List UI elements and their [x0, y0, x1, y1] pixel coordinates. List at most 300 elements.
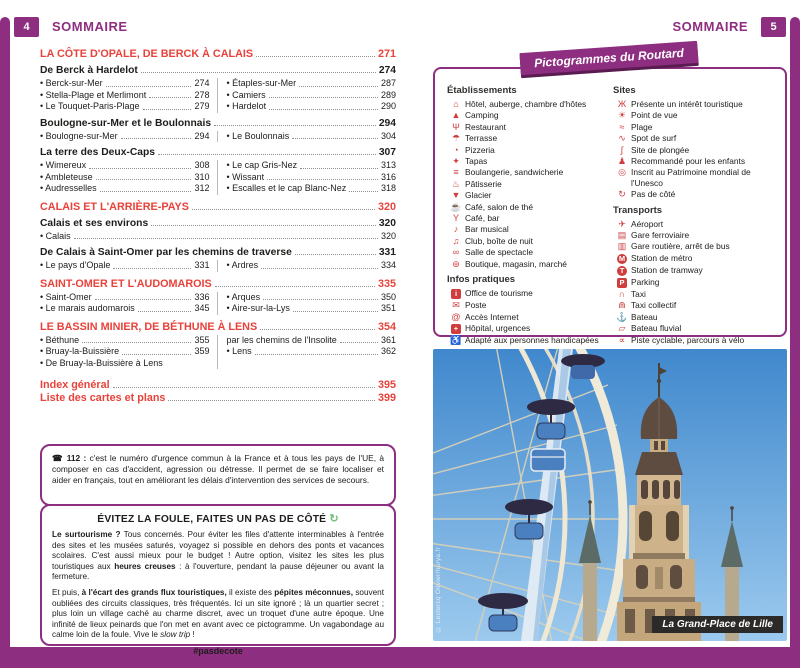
legend-item-label: Poste [465, 300, 487, 311]
taxi-icon: ∩ [618, 288, 626, 299]
legend-item-label: Restaurant [465, 121, 506, 132]
toc-column-right [217, 292, 397, 315]
toc-entry-page: 361 [380, 334, 396, 345]
handicap-icon: ♿ [450, 334, 462, 345]
dotted-leader [292, 138, 378, 139]
legend-item-label: Taxi collectif [631, 300, 677, 311]
toc-column-right [217, 335, 397, 370]
legend-item [447, 202, 613, 212]
legend-item-label: Accès Internet [465, 311, 519, 322]
legend-column [447, 85, 613, 346]
pas-de-cote-icon: ↻ [618, 189, 626, 200]
restaurant-icon: Ψ [452, 121, 460, 132]
legend-item-label: Spot de surf [631, 133, 677, 144]
toc-entry-label: De Berck à Hardelot [40, 65, 138, 76]
legend-item-label: Hôpital, urgences [465, 322, 531, 333]
toc-entry-label: • Ambleteuse [40, 171, 93, 182]
legend-item-label: Station de métro [631, 252, 693, 263]
toc-entry-label: • Le cap Gris-Nez [226, 160, 298, 170]
toc-entry-page: 336 [194, 291, 210, 302]
legend-banner: Pictogrammes du Routard [519, 41, 698, 75]
photo-credit: © Leclercq Olivier/hurya.fr [435, 547, 442, 633]
dotted-leader [295, 254, 376, 255]
toc-entry-label: De Calais à Saint-Omer par les chemins de traverse [40, 247, 292, 258]
tramway-icon [613, 265, 631, 276]
legend-item-label: Station de tramway [631, 264, 703, 275]
toc-entry [40, 247, 396, 258]
pas-de-cote-box [40, 504, 396, 657]
legend-item [613, 122, 779, 132]
bateau-fluvial-icon: ▱ [618, 323, 626, 334]
toc-entry [227, 172, 397, 184]
legend-item-label: Hôtel, auberge, chambre d'hôtes [465, 99, 587, 109]
toc-column-left [40, 131, 217, 143]
toc-two-columns [40, 335, 396, 370]
pas-de-cote-paragraph [52, 530, 384, 582]
toc-entry-label: • Wissant [226, 171, 265, 182]
toc-entry-page: 320 [377, 200, 396, 213]
legend-item [613, 156, 779, 166]
dotted-leader [263, 299, 378, 300]
club-icon: ♫ [452, 235, 460, 246]
legend-item-label: Pâtisserie [465, 178, 502, 189]
toc-entry-page: 345 [194, 303, 210, 313]
legend-item [447, 259, 613, 269]
toc-entry [227, 260, 397, 272]
dotted-leader [100, 191, 192, 192]
toc-entry [40, 346, 210, 358]
legend-item [447, 110, 613, 120]
toc-entry-page: 318 [380, 183, 396, 193]
enfants-icon: ♟ [617, 156, 627, 167]
dotted-leader [138, 311, 192, 312]
legend-column [613, 85, 779, 346]
aeroport-icon: ✈ [618, 218, 626, 229]
toc-entry-page: 351 [380, 303, 396, 313]
pas-de-cote-green-icon: ↻ [329, 513, 339, 525]
dotted-leader [95, 299, 192, 300]
toc-entry [40, 65, 396, 76]
toc-entry [40, 335, 210, 347]
legend-item-label: Café, salon de thé [465, 201, 533, 212]
poste-icon: ✉ [452, 300, 460, 311]
page-number-right: 5 [761, 17, 786, 37]
dotted-leader [293, 311, 378, 312]
toc-entry-label: • Béthune [40, 334, 80, 345]
text-run: Tous concernés. Pour éviter les files d'attente interminables à l'entrée des sites et les musées saturés, voyagez si possible en dehors des ponts et vacances scolaires. C'est aussi mieux pour le budget ! Autre option, visitez les sites les plus touristiques aux [52, 530, 384, 571]
legend-item-label: Point de vue [631, 110, 678, 121]
toc-entry-page: 287 [380, 78, 396, 88]
toc-entry [40, 292, 210, 304]
toc-entry [40, 303, 210, 315]
legend-item [447, 312, 613, 322]
dotted-leader [151, 225, 376, 226]
dotted-leader [141, 72, 376, 73]
toc-entry [40, 358, 210, 370]
legend-item [447, 288, 613, 299]
legend-item-label: Glacier [465, 190, 492, 201]
unesco-icon: ◎ [618, 167, 626, 178]
toc-entry [227, 78, 397, 90]
toc-entry [40, 183, 210, 195]
pictogram-legend-box [433, 67, 787, 345]
toc-entry-page: 308 [194, 160, 210, 170]
toc-entry-label: LE BASSIN MINIER, DE BÉTHUNE À LENS [40, 320, 258, 333]
legend-item [613, 99, 779, 109]
toc-entry [40, 218, 396, 229]
dotted-leader [158, 154, 376, 155]
salle-spectacle-icon: ∞ [452, 247, 460, 258]
patisserie-icon: ♨ [451, 178, 461, 189]
toc-entry [40, 201, 396, 213]
legend-item [613, 241, 779, 251]
toc-entry-page: 395 [377, 379, 396, 391]
site-de-plongee-icon: ∫ [620, 144, 624, 155]
toc-column-left [40, 260, 217, 272]
dotted-leader [269, 109, 378, 110]
legend-item [613, 145, 779, 155]
toc-two-columns [40, 260, 396, 272]
dotted-leader [122, 354, 191, 355]
text-run: souvent oubliées des circuits classiques, très fréquentés. Ici un site ignoré ; là un quartier secret ; plus loin un village caché au charme discret, avec un troquet d'une autre époque. Une infinité de lieux peinards que l'on met en avant avec ce pictogramme. Un vagabondage au calme loin de la foule. Vive le [52, 588, 384, 640]
toc-entry-label: • Lens [226, 346, 252, 356]
bar-musical-icon: ♪ [453, 224, 459, 235]
dotted-leader [261, 268, 378, 269]
text-run: à l'écart des grands flux touristiques, [81, 588, 227, 598]
emergency-112-text [52, 453, 384, 485]
dotted-leader [214, 125, 376, 126]
legend-section-title: Établissements [447, 85, 517, 96]
toc-entry-page: 359 [194, 346, 210, 356]
legend-item [447, 99, 613, 109]
toc-entry-page: 289 [380, 89, 396, 100]
toc-entry [227, 335, 397, 347]
toc-column-left [40, 160, 217, 195]
toc-entry-label: Calais et ses environs [40, 217, 149, 229]
legend-item-label: Bar musical [465, 224, 509, 235]
acces-internet-icon: @ [451, 311, 461, 322]
pas-de-cote-title-text: ÉVITEZ LA FOULE, FAITES UN PAS DE CÔTÉ [97, 514, 327, 525]
hashtag: #pasdecote [193, 646, 243, 657]
pas-de-cote-title [52, 514, 384, 525]
toc-entry-label: • Hardelot [226, 101, 267, 111]
toc-entry-page: 354 [377, 320, 396, 333]
legend-item-label: Parking [631, 276, 660, 287]
dotted-leader [143, 109, 192, 110]
legend-item-label: Plage [631, 121, 653, 132]
toc-column-right [217, 131, 397, 143]
legend-item [447, 156, 613, 166]
cafe-bar-icon: Y [452, 213, 459, 224]
toc-two-columns [40, 292, 396, 315]
toc-entry-page: 316 [380, 171, 396, 182]
toc-entry-page: 304 [380, 130, 396, 141]
toc-entry [40, 147, 396, 158]
dotted-leader [89, 168, 191, 169]
toc-entry-page: 320 [380, 230, 396, 241]
taxi-collectif-icon: ⋒ [618, 300, 626, 311]
toc-entry-label: • Saint-Omer [40, 291, 92, 302]
toc-two-columns [40, 160, 396, 195]
text-run: pépites méconnues, [274, 588, 353, 598]
bateau-icon: ⚓ [616, 311, 628, 322]
toc-entry-label: • Calais [40, 230, 71, 241]
dotted-leader [269, 97, 378, 98]
parking-icon-glyph: P [617, 278, 627, 288]
toc-entry-page: 335 [377, 277, 396, 290]
dotted-leader [255, 354, 378, 355]
legend-item [613, 219, 779, 229]
dotted-leader [96, 179, 192, 180]
toc-entry-label: par les chemins de l'Insolite [226, 334, 337, 345]
toc-entry-label: • Ardres [226, 260, 259, 270]
toc-entry-page: 307 [378, 147, 396, 158]
legend-item-label: Site de plongée [631, 144, 690, 155]
toc-two-columns [40, 131, 396, 143]
photo-grand-place-lille [433, 349, 787, 641]
legend-item [613, 189, 779, 199]
toc-entry-label: • Wimereux [40, 160, 87, 170]
photo-illustration [433, 349, 787, 641]
toc-entry-page: 331 [194, 260, 210, 270]
legend-item [447, 323, 613, 334]
legend-item-label: Camping [465, 110, 499, 121]
toc-entry-page: 279 [194, 101, 210, 111]
toc-entry-page: 320 [378, 217, 396, 229]
toc-entry [227, 346, 397, 358]
office-tourisme-icon-glyph: i [451, 289, 461, 299]
toc-entry-page: 362 [380, 346, 396, 356]
gare-routiere-icon: ▥ [617, 241, 627, 252]
toc-entry [40, 379, 396, 391]
toc-two-columns [40, 78, 396, 113]
toc-entry-label: • Le Boulonnais [226, 130, 290, 141]
toc-entry [227, 292, 397, 304]
legend-item-label: Bateau fluvial [631, 323, 682, 334]
dotted-leader [74, 238, 378, 239]
legend-item [447, 167, 613, 177]
boutique-icon: ⊛ [452, 258, 460, 269]
toc-entry-page: 313 [380, 160, 396, 170]
legend-item [613, 110, 779, 120]
text-run: slow trip [160, 630, 191, 640]
toc-entry-label: • Bruay-la-Buissière [40, 346, 120, 356]
running-title-left: SOMMAIRE [52, 19, 128, 34]
toc-entry [227, 101, 397, 113]
toc-entry-label: Liste des cartes et plans [40, 392, 166, 404]
dotted-leader [256, 56, 375, 57]
legend-item-label: Boutique, magasin, marché [465, 258, 567, 269]
legend-item-label: Office de tourisme [465, 288, 533, 299]
toc-entry-page: 355 [194, 334, 210, 345]
toc-entry-label: • Le pays d'Opale [40, 260, 111, 270]
cafe-salon-the-icon: ☕ [450, 201, 462, 212]
boulangerie-icon: ≡ [453, 167, 459, 178]
legend-item [613, 300, 779, 310]
dotted-leader [106, 86, 192, 87]
legend-item-label: Adapté aux personnes handicapées [465, 334, 599, 345]
toc-entry [40, 48, 396, 60]
plage-icon: ≈ [619, 121, 625, 132]
text-run: ! [190, 630, 195, 640]
toc-entry-label: • Berck-sur-Mer [40, 78, 103, 88]
terrasse-icon: ☂ [451, 133, 461, 144]
legend-item-label: Présente un intérêt touristique [631, 99, 743, 109]
toc-entry-label: LA CÔTE D'OPALE, DE BERCK À CALAIS [40, 48, 254, 60]
legend-item [613, 335, 779, 345]
tramway-icon-glyph: T [617, 266, 627, 276]
toc-entry-label: • Le Touquet-Paris-Plage [40, 101, 140, 111]
toc-entry-page: 271 [377, 48, 396, 60]
toc-entry [40, 278, 396, 290]
toc-entry-label: • Camiers [226, 89, 266, 100]
dotted-leader [340, 342, 378, 343]
pas-de-cote-paragraphs [52, 530, 384, 640]
metro-icon-glyph: M [618, 253, 626, 263]
legend-item [613, 277, 779, 288]
legend-item [447, 190, 613, 200]
toc-entry [40, 392, 396, 404]
table-of-contents [40, 42, 396, 405]
legend-item [447, 247, 613, 257]
toc-entry-label: SAINT-OMER ET L'AUDOMAROIS [40, 277, 212, 290]
legend-item [613, 230, 779, 240]
toc-entry-page: 399 [377, 392, 396, 404]
parking-icon [613, 277, 631, 288]
pas-de-cote-paragraph [52, 588, 384, 640]
toc-entry [227, 160, 397, 172]
right-page-edge-strip [790, 17, 800, 668]
gare-ferroviaire-icon: ▤ [617, 230, 627, 241]
toc-entry [40, 260, 210, 272]
toc-column-right [217, 78, 397, 113]
dotted-leader [299, 86, 378, 87]
toc-entry [40, 101, 210, 113]
toc-entry-page: 310 [194, 171, 210, 182]
pizzeria-icon: ◔ [453, 144, 459, 155]
toc-entry-label: • Stella-Plage et Merlimont [40, 89, 147, 100]
toc-entry-label: CALAIS ET L'ARRIÈRE-PAYS [40, 200, 189, 213]
tapas-icon: ✦ [452, 156, 460, 167]
hotel-icon: ⌂ [453, 99, 459, 109]
toc-entry-label: • Arques [226, 291, 261, 302]
toc-column-left [40, 335, 217, 370]
photo-caption: La Grand-Place de Lille [652, 616, 783, 633]
toc-entry-page: 294 [378, 117, 396, 129]
page-number-left: 4 [14, 17, 39, 37]
text-run: Le surtourisme ? [52, 530, 121, 540]
text-run: ☎ 112 : [52, 453, 90, 463]
text-run: c'est le numéro d'urgence commun à la France et à tous les pays de l'UE, à composer en cas d'accident, agression ou détresse. Il permet de se faire localiser et aider en français, tout en améliorant les délais d'intervention des services de secours. [52, 453, 384, 486]
legend-item-label: Club, boîte de nuit [465, 235, 533, 246]
toc-entry [40, 78, 210, 90]
legend-item [447, 300, 613, 310]
toc-entry-page: 312 [194, 183, 210, 193]
dotted-leader [149, 97, 191, 98]
legend-item-label: Gare routière, arrêt de bus [631, 241, 730, 252]
toc-entry-label: • Escalles et le cap Blanc-Nez [226, 183, 347, 193]
legend-item [447, 236, 613, 246]
legend-item-label: Piste cyclable, parcours à vélo [631, 334, 745, 345]
legend-item [447, 224, 613, 234]
legend-item [613, 323, 779, 333]
legend-item [447, 335, 613, 345]
metro-icon [613, 253, 631, 264]
toc-entry [40, 172, 210, 184]
office-tourisme-icon [447, 288, 465, 299]
legend-item-label: Bateau [631, 311, 658, 322]
hopital-icon-glyph: + [451, 324, 461, 334]
dotted-leader [192, 209, 375, 210]
dotted-leader [113, 268, 191, 269]
legend-item-label: Pizzeria [465, 144, 495, 155]
legend-item [613, 133, 779, 143]
dotted-leader [260, 329, 375, 330]
legend-item [447, 145, 613, 155]
dotted-leader [215, 286, 375, 287]
legend-item-label: Gare ferroviaire [631, 230, 690, 241]
legend-item-label: Pas de côté [631, 189, 676, 200]
toc-entry-page: 290 [380, 101, 396, 111]
dotted-leader [267, 179, 378, 180]
text-run: Et puis, [52, 588, 82, 598]
toc-entry-label: • Aire-sur-la-Lys [226, 303, 290, 313]
dotted-leader [82, 342, 191, 343]
legend-item [447, 133, 613, 143]
toc-entry [40, 231, 396, 243]
left-page-edge-strip [0, 17, 10, 668]
toc-column-left [40, 78, 217, 113]
legend-item [613, 289, 779, 299]
dotted-leader [121, 138, 192, 139]
toc-entry [227, 90, 397, 102]
toc-entry-label: • De Bruay-la-Buissière à Lens [40, 357, 163, 368]
gondola-cabin [531, 449, 565, 471]
legend-item-label: Café, bar [465, 213, 500, 224]
toc-subentry-row [40, 231, 396, 243]
toc-column-left [40, 292, 217, 315]
legend-item-label: Inscrit au Patrimoine mondial de l'Unesco [631, 167, 751, 188]
legend-section-title: Infos pratiques [447, 274, 516, 286]
point-de-vue-icon: ☀ [617, 110, 627, 121]
toc-entry [40, 131, 210, 143]
legend-item [447, 213, 613, 223]
toc-entry [40, 321, 396, 333]
legend-item-label: Taxi [631, 288, 646, 299]
toc-entry-label: • Boulogne-sur-Mer [40, 130, 118, 141]
text-run: heures creuses [114, 561, 176, 571]
legend-item [613, 265, 779, 276]
legend-item-label: Recommandé pour les enfants [631, 156, 746, 167]
legend-item-label: Aéroport [631, 218, 664, 229]
dotted-leader [168, 400, 375, 401]
dotted-leader [349, 191, 378, 192]
toc-entry [40, 160, 210, 172]
toc-entry [227, 183, 397, 195]
toc-entry-label: La terre des Deux-Caps [40, 147, 156, 158]
toc-entry-page: 350 [380, 291, 396, 302]
toc-entry-page: 274 [378, 65, 396, 76]
toc-entry-page: 334 [380, 260, 396, 270]
toc-entry-label: Boulogne-sur-Mer et le Boulonnais [40, 117, 212, 129]
hopital-icon [447, 323, 465, 334]
camping-icon: ▲ [451, 110, 461, 121]
legend-item [447, 179, 613, 189]
toc-entry-page: 294 [194, 130, 210, 141]
legend-item [447, 122, 613, 132]
velo-icon: ∝ [618, 334, 626, 345]
toc-entry-page: 331 [378, 247, 396, 258]
